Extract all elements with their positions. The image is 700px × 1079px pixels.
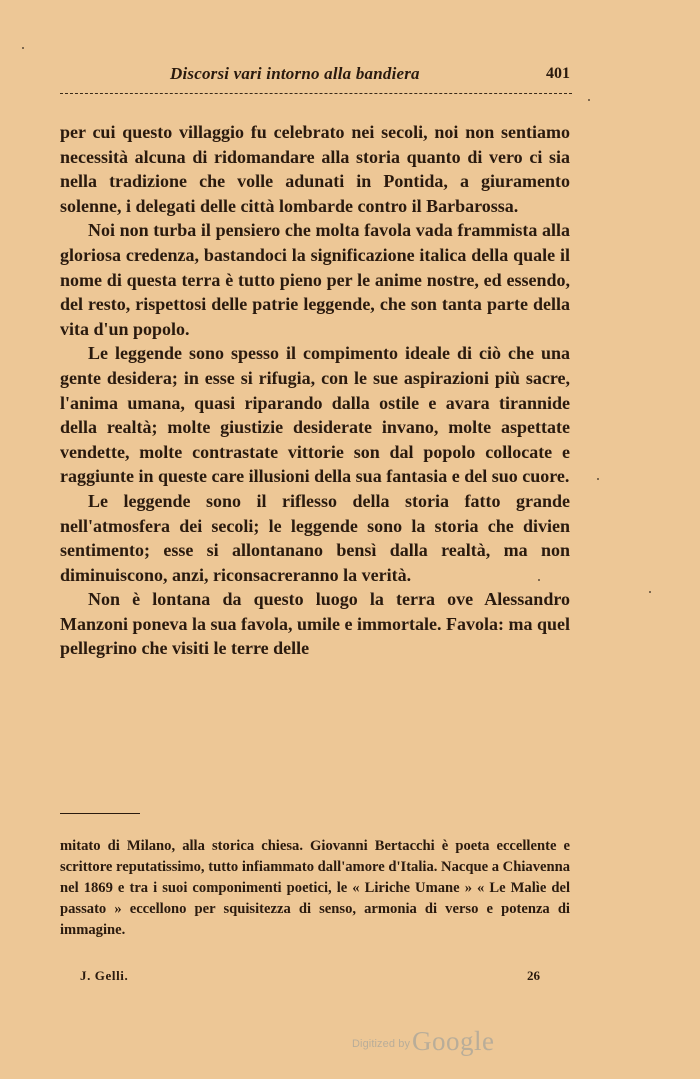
paper-speck bbox=[22, 47, 24, 49]
footnote-text: mitato di Milano, alla storica chiesa. Giovanni Bertacchi è poeta eccellente e scrittore reputatissimo, tutto infiammato dall'amore d'Italia. Nacque a Chiavenna nel 1869 e tra i suoi componimenti poetici, le « Liriche Umane » « Le Malìe del passato » eccellono per squisitezza di senso, armonia di verso e potenza di immagine. bbox=[60, 838, 570, 938]
footnote-rule bbox=[60, 813, 140, 814]
main-text bbox=[60, 120, 570, 661]
paper-speck bbox=[588, 99, 590, 101]
paragraph: Non è lontana da questo luogo la terra ove Alessandro Manzoni poneva la sua favola, umile e immortale. Favola: ma quel pellegrino che visiti le terre delle bbox=[60, 589, 570, 659]
paragraph: Le leggende sono il riflesso della storia fatto grande nell'atmosfera dei secoli; le leggende sono la storia che divien sentimento; esse si allontanano bensì dalla realtà, ma non diminuiscono, anzi, riconsacreranno la verità. bbox=[60, 490, 570, 585]
footnote-signature-row bbox=[80, 968, 550, 988]
paper-speck bbox=[538, 579, 540, 581]
page-header bbox=[60, 64, 572, 88]
paragraph: Noi non turba il pensiero che molta favola vada frammista alla gloriosa credenza, bastandoci la significazione italica della quale il nome di questa terra è tutto pieno per le anime nostre, ed essendo, del resto, rispettosi delle patrie leggende, che son tanta parte della vita d'un popolo. bbox=[60, 220, 570, 339]
paper-speck bbox=[597, 478, 599, 480]
paragraph: Le leggende sono spesso il compimento ideale di ciò che una gente desidera; in esse si rifugia, con le sue aspirazioni più sacre, l'anima umana, quasi riparando dalla ostile e avara tirannide della realtà; molte giustizie desiderate invano, molte aspettate vendette, molte contrastate vittorie son dal popolo collocate e raggiunte in queste care illusioni della sua fantasia e del suo cuore. bbox=[60, 343, 570, 487]
page-number: 401 bbox=[546, 65, 570, 82]
paper-speck bbox=[649, 591, 651, 593]
signature-mark-number: 26 bbox=[527, 968, 540, 983]
footnote-signature: J. Gelli. bbox=[80, 968, 129, 983]
digitization-watermark bbox=[340, 1026, 510, 1060]
watermark-digitized-text: Digitized by bbox=[352, 1038, 411, 1050]
paragraph: per cui questo villaggio fu celebrato nei secoli, noi non sentiamo necessità alcuna di ridomandare alla storia quanto di vero ci sia nella tradizione che volle adunati in Pontida, a giuramento solenne, i delegati delle città lombarde contro il Barbarossa. bbox=[60, 122, 570, 216]
running-title: Discorsi vari intorno alla bandiera bbox=[170, 64, 420, 83]
header-rule bbox=[60, 93, 572, 94]
google-logo: Google bbox=[412, 1026, 495, 1056]
